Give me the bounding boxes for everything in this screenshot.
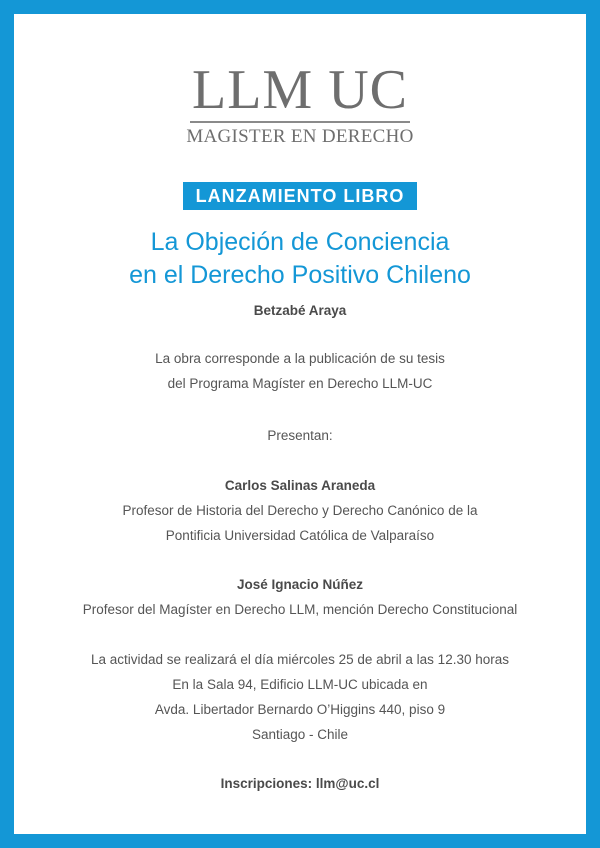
event-address: Avda. Libertador Bernardo O’Higgins 440, piso 9 [154,702,446,717]
author-block [14,298,586,323]
registration-block [14,771,586,796]
event-venue: En la Sala 94, Edificio LLM-UC ubicada en [172,677,428,692]
book-title-line-2: en el Derecho Positivo Chileno [129,261,471,289]
logo-main-text: LLM UC [192,59,408,121]
event-date-time: La actividad se realizará el día miércoles 25 de abril a las 12.30 horas [91,652,509,667]
llm-uc-logo [14,59,586,147]
presentan-label: Presentan: [267,428,333,443]
event-city: Santiago - Chile [251,727,349,742]
book-title [14,226,586,292]
event-type-label: LANZAMIENTO LIBRO [183,182,417,210]
presenter-2 [14,572,586,622]
presenter-role-line-2: Pontificia Universidad Católica de Valparaíso [165,528,435,543]
presenter-role-line-1: Profesor de Historia del Derecho y Derecho Canónico de la [122,503,478,518]
presentan-block [14,423,586,448]
description-block [14,346,586,396]
presenter-1 [14,473,586,548]
presenter-name: José Ignacio Núñez [236,577,364,592]
description-line-2: del Programa Magíster en Derecho LLM-UC [167,376,433,391]
event-details [14,647,586,747]
logo-subtitle: MAGISTER EN DERECHO [186,126,414,147]
registration-email[interactable]: Inscripciones: llm@uc.cl [220,776,380,791]
author-name: Betzabé Araya [253,303,347,318]
presenter-role-line-1: Profesor del Magíster en Derecho LLM, mención Derecho Constitucional [82,602,518,617]
book-title-line-1: La Objeción de Conciencia [150,228,450,256]
invitation-page [14,14,586,834]
logo-divider [190,121,410,123]
presenter-name: Carlos Salinas Araneda [224,478,376,493]
description-line-1: La obra corresponde a la publicación de su tesis [155,351,445,366]
